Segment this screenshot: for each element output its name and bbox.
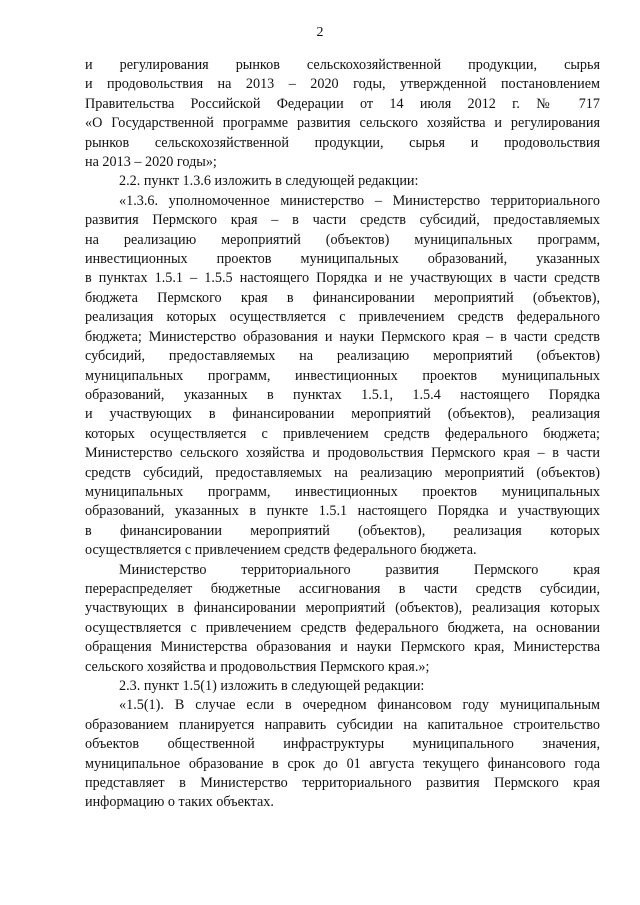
paragraph-p4	[85, 561, 600, 677]
text-line: осуществляется с привлечением средств федерального бюджета, на основании	[85, 619, 600, 636]
text-line: представляет в Министерство территориального развития Пермского края	[85, 775, 600, 792]
text-line: «1.3.6. уполномоченное министерство – Министерство территориального	[119, 192, 600, 209]
text-line: муниципальных программ, инвестиционных проектов муниципальных	[85, 367, 600, 384]
text-line: осуществляется с привлечением средств федерального бюджета.	[85, 542, 477, 559]
text-line: образований, указанных в пункте 1.5.1 настоящего Порядка и участвующих	[85, 503, 600, 520]
page-number: 2	[316, 25, 324, 40]
text-line: образований, указанных в пунктах 1.5.1, 1.5.4 настоящего Порядка	[85, 386, 600, 403]
text-line: реализация которых осуществляется с привлечением средств федерального	[85, 309, 600, 326]
paragraph-p1	[85, 56, 600, 172]
text-line: 2.3. пункт 1.5(1) изложить в следующей редакции:	[119, 678, 425, 694]
text-line: и регулирования рынков сельскохозяйственной продукции, сырья	[85, 57, 600, 73]
text-line: инвестиционных проектов муниципальных образований, указанных	[85, 251, 600, 268]
text-line: «1.5(1). В случае если в очередном финансовом году муниципальным	[119, 697, 600, 714]
text-line: Правительства Российской Федерации от 14 июля 2012 г. № 717	[85, 95, 600, 112]
text-line: и продовольствия на 2013 – 2020 годы, утвержденной постановлением	[85, 76, 600, 93]
text-line: в пунктах 1.5.1 – 1.5.5 настоящего Порядка и не участвующих в части средств	[85, 270, 600, 287]
text-line: участвующих в финансировании мероприятий (объектов), реализация которых	[85, 600, 600, 617]
text-line: на 2013 – 2020 годы»;	[85, 154, 217, 171]
text-line: перераспределяет бюджетные ассигнования в части средств субсидии,	[85, 580, 600, 597]
text-line: обращения Министерства образования и науки Пермского края, Министерства	[85, 639, 600, 656]
paragraph-p3	[85, 192, 600, 561]
paragraph-p6	[85, 696, 600, 812]
text-line: информацию о таких объектах.	[85, 794, 274, 811]
document-body	[85, 56, 600, 813]
text-line: в финансировании мероприятий (объектов), реализация которых	[85, 522, 600, 539]
text-line: бюджета Пермского края в финансировании мероприятий (объектов),	[85, 289, 600, 306]
text-line: развития Пермского края – в части средств субсидий, предоставляемых	[85, 212, 600, 229]
text-line: «О Государственной программе развития сельского хозяйства и регулирования	[85, 115, 600, 132]
text-line: Министерство территориального развития Пермского края	[119, 561, 600, 578]
text-line: объектов общественной инфраструктуры муниципального значения,	[85, 736, 600, 753]
text-line: которых осуществляется с привлечением средств федерального бюджета;	[85, 425, 600, 442]
text-line: субсидий, предоставляемых на реализацию мероприятий (объектов)	[85, 348, 600, 365]
text-line: рынков сельскохозяйственной продукции, сырья и продовольствия	[85, 134, 600, 151]
paragraph-p2	[85, 172, 600, 191]
text-line: и участвующих в финансировании мероприятий (объектов), реализация	[85, 406, 600, 423]
text-line: образованием планируется направить субсидии на капитальное строительство	[85, 716, 600, 733]
text-line: средств субсидий, предоставляемых на реализацию мероприятий (объектов)	[85, 464, 600, 481]
text-line: муниципальных программ, инвестиционных проектов муниципальных	[85, 483, 600, 500]
text-line: бюджета; Министерство образования и науки Пермского края – в части средств	[85, 328, 600, 345]
text-line: на реализацию мероприятий (объектов) муниципальных программ,	[85, 231, 600, 248]
text-line: муниципальное образование в срок до 01 августа текущего финансового года	[85, 755, 600, 772]
text-line: 2.2. пункт 1.3.6 изложить в следующей редакции:	[119, 173, 419, 190]
text-line: сельского хозяйства и продовольствия Пермского края.»;	[85, 658, 430, 675]
text-line: Министерство сельского хозяйства и продовольствия Пермского края – в части	[85, 445, 600, 462]
paragraph-p5	[85, 677, 600, 696]
